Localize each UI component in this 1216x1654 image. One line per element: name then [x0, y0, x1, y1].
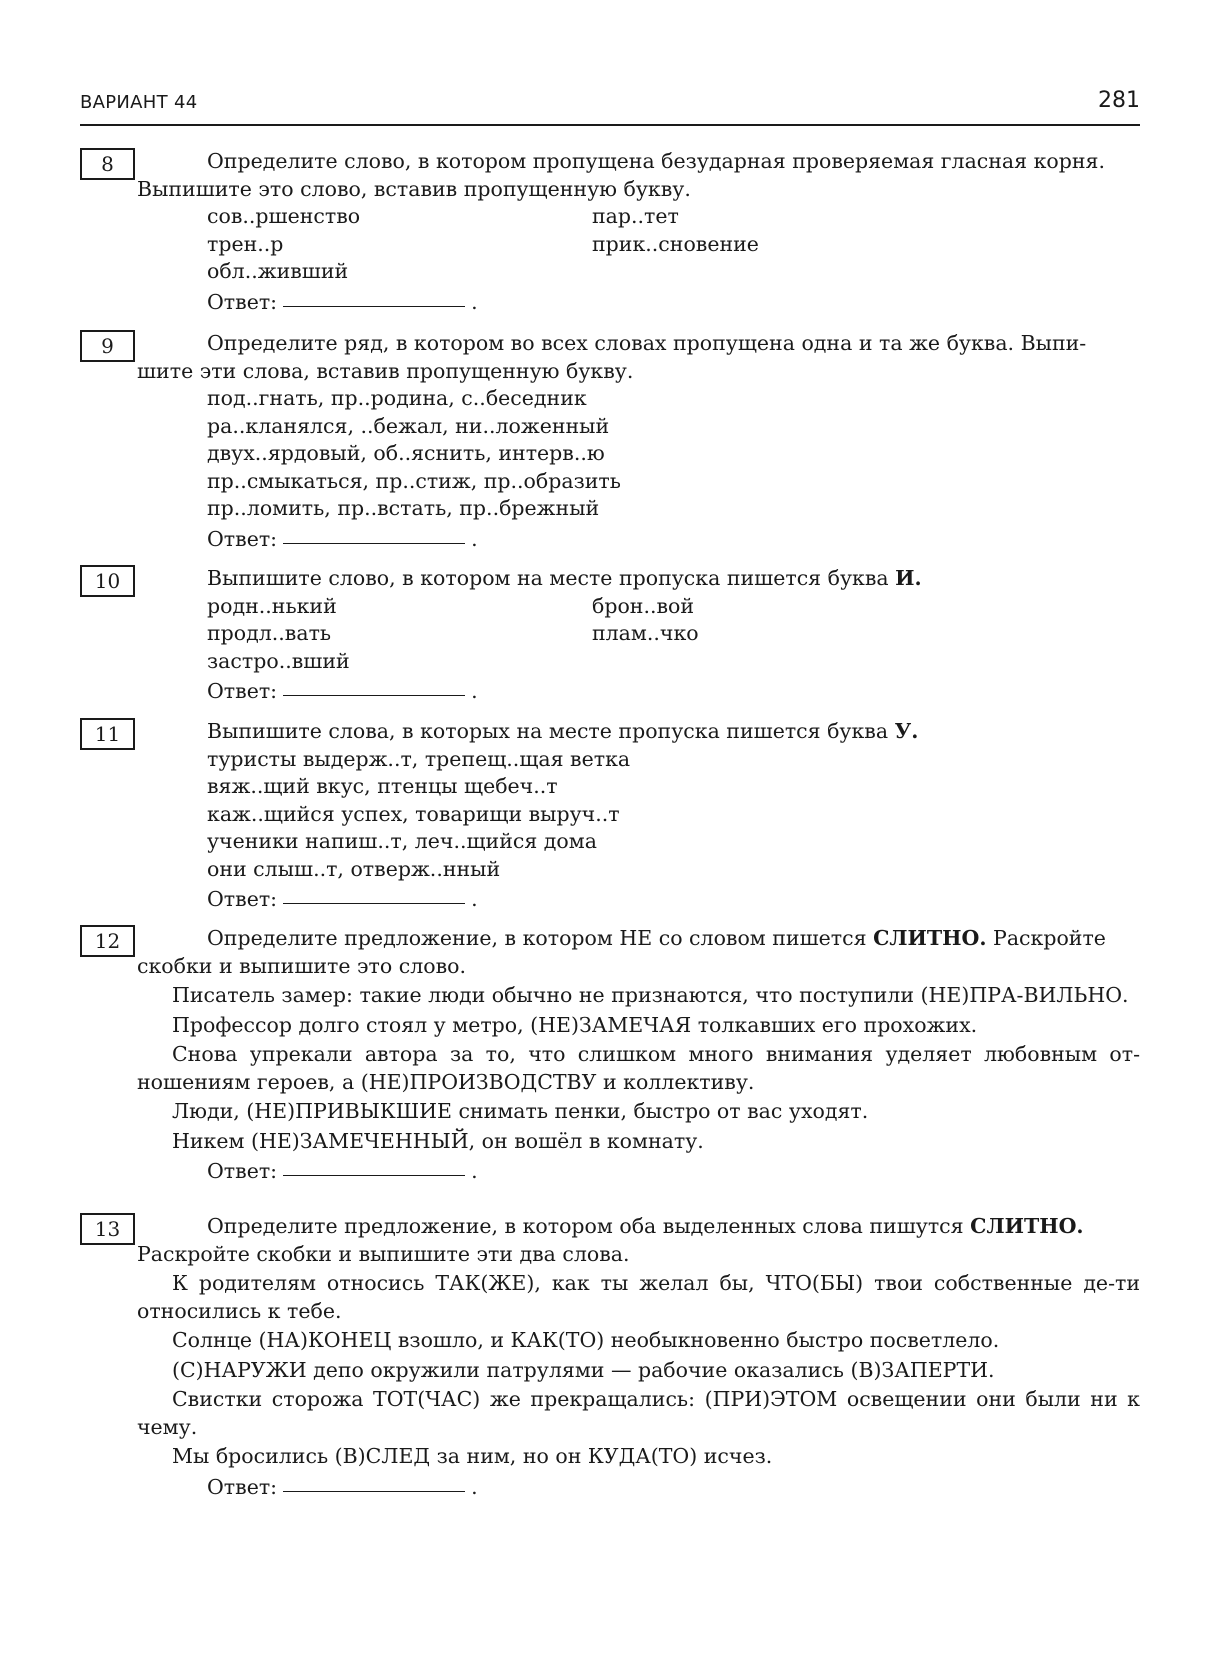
running-head	[80, 90, 1140, 126]
word-item: пар..тет	[592, 204, 679, 228]
sentence-item: Писатель замер: такие люди обычно не признаются, что поступили (НЕ)ПРА-ВИЛЬНО.	[172, 983, 1129, 1007]
answer-label: Ответ:	[207, 1474, 278, 1499]
task-prompt: Определите ряд, в котором во всех словах пропущена одна и та же буква. Выпи-	[207, 331, 1087, 355]
answer-field[interactable]	[283, 1174, 465, 1176]
page-number: 281	[1098, 88, 1140, 113]
word-rows	[207, 385, 1140, 523]
task-prompt: Определите предложение, в котором оба выделенных слова пишутся СЛИТНО.	[207, 1214, 1084, 1238]
sentence-item: К родителям относись ТАК(ЖЕ), как ты желал бы, ЧТО(БЫ) твои собственные де-ти относились к тебе.	[137, 1271, 1140, 1323]
word-item: сов..ршенство	[207, 204, 361, 228]
word-row: каж..щийся успех, товарищи выруч..т	[207, 801, 620, 826]
answer-field[interactable]	[283, 1490, 465, 1492]
word-item: прик..сновение	[592, 231, 759, 256]
task-prompt-cont: шите эти слова, вставив пропущенную букву.	[137, 358, 634, 383]
word-row: ученики напиш..т, леч..щийся дома	[207, 829, 597, 853]
answer-field[interactable]	[283, 305, 465, 307]
task-11	[80, 718, 1140, 914]
task-number: 11	[80, 718, 135, 750]
sentence-list	[137, 982, 1140, 1155]
target-letter: И.	[895, 566, 922, 590]
answer-label: Ответ:	[207, 289, 278, 314]
word-item: обл..живший	[207, 259, 349, 283]
word-row: они слыш..т, отверж..нный	[207, 856, 501, 881]
answer-label: Ответ:	[207, 1159, 278, 1183]
answer-line: Ответ: .	[207, 679, 478, 703]
sentence-item: Профессор долго стоял у метро, (НЕ)ЗАМЕЧАЯ толкавших его прохожих.	[172, 1012, 978, 1037]
answer-line: Ответ: .	[207, 1159, 478, 1183]
word-item: продл..вать	[207, 621, 332, 645]
task-9	[80, 330, 1140, 553]
answer-label: Ответ:	[207, 887, 278, 911]
sentence-item: Снова упрекали автора за то, что слишком много внимания уделяет любовным от-ношениям героев, а (НЕ)ПРОИЗВОДСТВУ и коллективу.	[137, 1042, 1140, 1094]
word-row: туристы выдерж..т, трепещ..щая ветка	[207, 746, 631, 771]
sentence-item: (С)НАРУЖИ депо окружили патрулями — рабочие оказались (В)ЗАПЕРТИ.	[172, 1357, 995, 1382]
task-number: 12	[80, 925, 135, 957]
task-number: 8	[80, 148, 135, 180]
word-list	[207, 593, 1140, 676]
task-13	[80, 1213, 1140, 1501]
task-8	[80, 148, 1140, 316]
word-item: плам..чко	[592, 621, 699, 645]
task-prompt: Определите предложение, в котором НЕ со словом пишется СЛИТНО. Раскройте	[207, 926, 1106, 950]
sentence-item: Свистки сторожа ТОТ(ЧАС) же прекращались: (ПРИ)ЭТОМ освещении они были ни к чему.	[137, 1387, 1140, 1439]
answer-label: Ответ:	[207, 679, 278, 703]
word-list	[207, 203, 1140, 286]
word-rows	[207, 746, 1140, 884]
task-prompt: Выпишите слово, в котором на месте пропуска пишется буква И.	[207, 566, 922, 590]
answer-field[interactable]	[283, 694, 465, 696]
answer-label: Ответ:	[207, 526, 278, 551]
task-prompt-cont: Выпишите это слово, вставив пропущенную букву.	[137, 176, 691, 201]
word-row: ра..кланялся, ..бежал, ни..ложенный	[207, 413, 610, 438]
task-prompt-cont: Раскройте скобки и выпишите эти два слова.	[137, 1241, 630, 1266]
variant-title: ВАРИАНТ 44	[80, 92, 198, 113]
word-row: под..гнать, пр..родина, с..беседник	[207, 386, 587, 410]
target-letter: У.	[894, 719, 919, 743]
answer-line: Ответ: .	[207, 289, 478, 314]
word-item: застро..вший	[207, 648, 350, 673]
task-prompt: Определите слово, в котором пропущена безударная проверяемая гласная корня.	[207, 149, 1105, 173]
task-number: 10	[80, 565, 135, 597]
word-row: пр..смыкаться, пр..стиж, пр..образить	[207, 468, 621, 493]
task-12	[80, 925, 1140, 1186]
sentence-list	[137, 1270, 1140, 1471]
answer-line: Ответ: .	[207, 1474, 478, 1499]
sentence-item: Мы бросились (В)СЛЕД за ним, но он КУДА(ТО) исчез.	[172, 1444, 773, 1468]
task-10	[80, 565, 1140, 706]
task-number: 13	[80, 1213, 135, 1245]
answer-field[interactable]	[283, 902, 465, 904]
word-row: вяж..щий вкус, птенцы щебеч..т	[207, 774, 558, 798]
answer-field[interactable]	[283, 542, 465, 544]
word-item: родн..нький	[207, 593, 337, 618]
answer-line: Ответ: .	[207, 887, 478, 911]
task-number: 9	[80, 330, 135, 362]
answer-line: Ответ: .	[207, 526, 478, 551]
word-item: брон..вой	[592, 593, 695, 618]
word-row: двух..ярдовый, об..яснить, интерв..ю	[207, 441, 605, 465]
word-row: пр..ломить, пр..встать, пр..брежный	[207, 496, 600, 520]
word-item: трен..р	[207, 231, 284, 256]
sentence-item: Никем (НЕ)ЗАМЕЧЕННЫЙ, он вошёл в комнату.	[172, 1128, 704, 1153]
sentence-item: Солнце (НА)КОНЕЦ взошло, и КАК(ТО) необыкновенно быстро посветлело.	[172, 1328, 1000, 1352]
task-prompt: Выпишите слова, в которых на месте пропуска пишется буква У.	[207, 719, 919, 743]
sentence-item: Люди, (НЕ)ПРИВЫКШИЕ снимать пенки, быстро от вас уходят.	[172, 1099, 869, 1123]
task-prompt-cont: скобки и выпишите это слово.	[137, 953, 466, 978]
